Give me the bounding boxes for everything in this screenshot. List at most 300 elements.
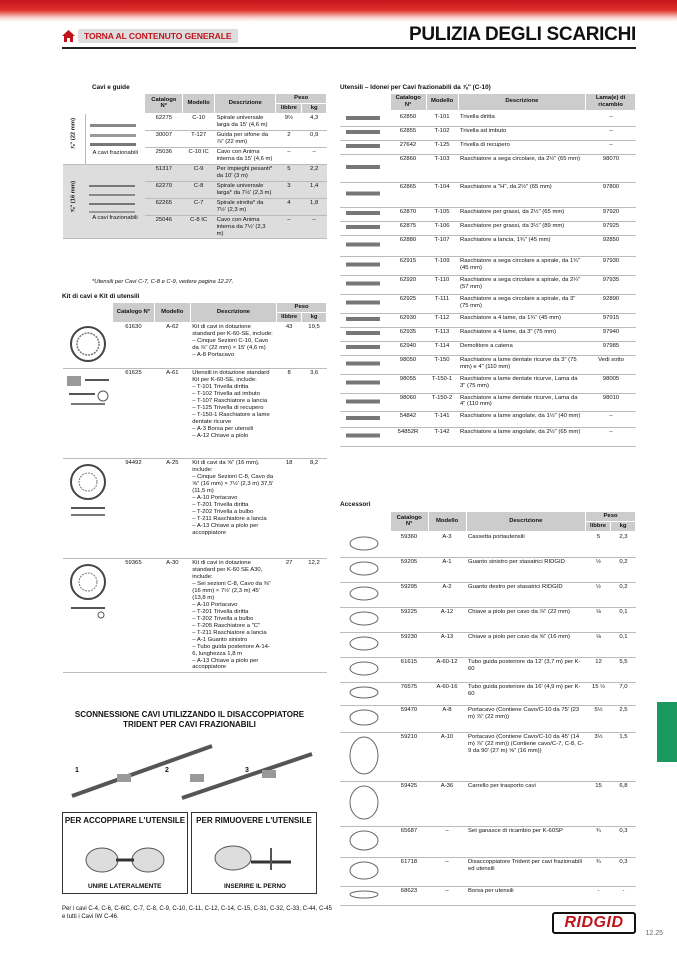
cat: 62270 [145,181,183,198]
kg: 19,5 [302,322,327,368]
box2-title: PER RIMUOVERE L'UTENSILE [196,816,312,825]
model: T-112 [426,313,458,327]
cat: 62875 [390,221,426,235]
cat: 27642 [390,140,426,154]
kg: 2,3 [611,533,636,557]
tool-image [340,275,390,294]
accessory-icon [342,783,386,822]
model: T-105 [426,207,458,221]
trident-instructions [62,812,317,894]
cat: 62930 [390,313,426,327]
ridgid-logo: RIDGID [552,912,636,934]
accessory-image [340,682,390,705]
lb: ½ [586,582,611,607]
desc: Spirale universale larga* da 7½' (2,3 m) [215,181,276,198]
table-row [340,294,636,313]
model: T-114 [426,341,458,355]
col-libbre: libbre [277,312,302,322]
cable-kit-image [65,324,111,364]
tool-icon [342,357,386,370]
lb: 15 ½ [586,682,611,705]
accessory-icon [342,888,386,901]
cat: 59225 [390,607,428,632]
accessory-image [340,705,390,732]
kg: 2,2 [302,164,327,181]
table-row [340,113,636,126]
cavi-section-title: Cavi e guide [92,84,130,91]
cat: 76575 [390,682,428,705]
kg: - [611,886,636,905]
desc: Raschiatore a lame dentate ricurve, Lama da 4" (110 mm) [458,393,586,412]
kg: 4,3 [302,113,327,130]
tool-image [340,327,390,341]
kg: 1,5 [611,732,636,781]
accessory-image [340,557,390,582]
table-row [340,235,636,256]
tool-image [340,221,390,235]
cat: 59425 [390,781,428,826]
lb: ⅛ [586,632,611,657]
desc: Raschiatore a lancia, 1¾" (45 mm) [458,235,586,256]
home-icon [62,30,75,42]
table-row [340,582,636,607]
accessory-image [340,533,390,557]
tool-image [340,182,390,207]
cat: 98060 [390,393,426,412]
accessory-icon [342,684,386,701]
lb: 9½ [276,113,302,130]
col-lama: Lama(e) di ricambio [586,94,636,111]
step-2: 2 [165,767,169,774]
lb: – [276,147,302,164]
accessory-icon [342,609,386,628]
desc: Raschiatore a sega circolare a spirale, da 2¼" (57 mm) [458,275,586,294]
tool-image [340,235,390,256]
tool-icon [342,114,386,122]
replacement-blade: 97940 [586,327,636,341]
table-row [340,126,636,140]
trident-title: SCONNESSIONE CAVI UTILIZZANDO IL DISACCOPPIATORE TRIDENT PER CAVI FRAZIONABILI [74,710,305,730]
kg: 3,6 [302,368,327,458]
tool-icon [342,296,386,309]
cat: 62855 [390,126,426,140]
col-libbre: libbre [586,521,611,531]
accessory-icon [342,734,386,777]
desc: Raschiatore a sega circolare a spirale, da 1¾" (45 mm) [458,256,586,275]
replacement-blade: 98005 [586,374,636,393]
accessory-image [340,857,390,886]
replacement-blade: 97925 [586,221,636,235]
desc: Tubo guida posteriore da 12' (3,7 m) per K-60 [466,657,586,682]
accessory-icon [342,828,386,853]
model: T-101 [426,113,458,126]
footer-note: Per i cavi C-4, C-6, C-6IC, C-7, C-8, C-9, C-10, C-11, C-12, C-14, C-15, C-31, C-32, C-33, C-44, C-45 e tutti i Cavi IW C-46. [62,906,332,920]
table-row [340,557,636,582]
section-tab [657,702,677,762]
accessory-image [340,886,390,905]
col-kg: kg [302,312,327,322]
replacement-blade: 97920 [586,207,636,221]
table-row [340,275,636,294]
cable-kit-a30-image [65,560,111,620]
desc: Guanto sinistro per stasatrici RIDGID [466,557,586,582]
desc: Raschiatore a 4 lame, da 3" (75 mm) [458,327,586,341]
model: A-13 [428,632,466,657]
kg: 12,2 [302,558,327,673]
kg: 2,5 [611,705,636,732]
col-modello: Modello [426,94,458,111]
tool-image [340,313,390,327]
cat: 51317 [145,164,183,181]
desc: Per impieghi pesanti* da 10' (3 m) [215,164,276,181]
model: T-125 [426,140,458,154]
table-row [340,533,636,557]
tool-image [340,294,390,313]
tool-icon [342,184,386,203]
model: T-104 [426,182,458,207]
col-descrizione: Descrizione [190,303,276,323]
accessory-image [340,632,390,657]
lb: 3½ [586,732,611,781]
accessory-icon [342,584,386,603]
model: A-2 [428,582,466,607]
page-title: PULIZIA DEGLI SCARICHI [408,24,636,45]
table-row [340,313,636,327]
desc: Utensili in dotazione standard Kit per K-60-SE, include: – T-101 Trivella diritta – T-102 Trivella ad imbuto – T-107 Raschiatore a lancia – T-125 Trivella di recupero – T-150-1 Raschiatore a lame dentate ricurve – A-3 Borsa per utensili – A-12 Chiave a piolo [190,368,276,458]
group1-type: A cavi frazionabili [92,150,138,157]
cable-c10-image [88,120,140,150]
table-row [340,256,636,275]
model: T-150-2 [426,393,458,412]
table-row [340,182,636,207]
cat: 61630 [113,322,155,368]
kg: 0,9 [302,130,327,147]
tool-icon [342,395,386,408]
cable-kit-5-8-image [65,460,111,520]
kit-table [62,302,327,673]
model: – [428,886,466,905]
cat: 62275 [145,113,183,130]
lb: ¾ [586,826,611,857]
accessory-image [340,826,390,857]
model: T-141 [426,412,458,428]
cat: 98050 [390,355,426,374]
lb: 5½ [586,705,611,732]
accessori-rows [340,533,636,906]
table-row [340,140,636,154]
model: T-109 [426,256,458,275]
model: A-60-12 [428,657,466,682]
kg: 0,1 [611,632,636,657]
utensili-rows [340,113,636,447]
lb: 8 [277,368,302,458]
model: T-103 [426,154,458,182]
box1-title: PER ACCOPPIARE L'UTENSILE [64,816,186,825]
cat: 59295 [390,582,428,607]
table-row [63,113,327,130]
table-row [340,428,636,447]
step-3: 3 [245,767,249,774]
top-banner [0,0,677,22]
lb: 18 [277,458,302,558]
replacement-blade: 98010 [586,393,636,412]
lb: ⅛ [586,607,611,632]
tool-image [340,113,390,126]
tool-image [340,154,390,182]
desc: Disaccoppiatore Trident per cavi frazionabili ed utensili [466,857,586,886]
cat: 62860 [390,154,426,182]
desc: Spirale universale larga da 15' (4,6 m) [215,113,276,130]
model: A-8 [428,705,466,732]
lb: 5 [586,533,611,557]
table-row [340,221,636,235]
table-row [340,732,636,781]
table-row [63,558,327,673]
tool-image [340,140,390,154]
tool-image [340,428,390,447]
cat: 59470 [390,705,428,732]
kg: 1,8 [302,198,327,215]
desc: Chiave a piolo per cavo da ⅞" (22 mm) [466,607,586,632]
desc: Kit di cavi in dotazione standard per K-60 SE A30, include: – Sei sezioni C-8, Cavo da ⅝" (16 mm) × 7½' (2,3 m) 45' (13,8 m) – A-10 Portacavo – T-201 Trivella diritta – T-202 Trivella a bulbo – T-205 Raschiatore a "C" – T-211 Raschiatore a lancia – A-1 Guanto sinistro – Tubo guida posteriore A-14-6, lunghezza 1,8 m – A-13 Chiave a piolo per accoppiatore [190,558,276,673]
desc: Tubo guida posteriore da 16' (4,9 m) per K-60 [466,682,586,705]
tool-icon [342,209,386,217]
table-row [340,632,636,657]
tool-image [340,374,390,393]
table-row [340,341,636,355]
model: A-36 [428,781,466,826]
group1-label: ⅞" (22 mm) [70,118,77,150]
table-row [340,607,636,632]
group2-type: A cavi frazionabili [92,215,138,222]
tool-icon [342,258,386,271]
desc: Raschiatore a sega circolare a spirale, da 3" (75 mm) [458,294,586,313]
tool-icon [342,128,386,136]
table-row [340,682,636,705]
desc: Raschiatore a "H", da 2½" (65 mm) [458,182,586,207]
cat: 25046 [145,215,183,239]
replacement-blade: 97935 [586,275,636,294]
table-row [340,393,636,412]
model: – [428,857,466,886]
tool-image [340,341,390,355]
model: T-127 [183,130,215,147]
table-row [340,374,636,393]
tool-icon [342,156,386,178]
accessory-image [340,582,390,607]
model: C-8 IC [183,215,215,239]
col-peso: Peso [276,94,327,104]
kg: 5,5 [611,657,636,682]
page-number: 12.25 [645,930,663,937]
cat: 62940 [390,341,426,355]
replacement-blade: Vedi sotto [586,355,636,374]
model: T-107 [426,235,458,256]
desc: Raschiatore per grassi, da 2½" (65 mm) [458,207,586,221]
desc: Set ganasce di ricambio per K-60SP [466,826,586,857]
cat: 54852R [390,428,426,447]
cat: 62935 [390,327,426,341]
model: A-25 [154,458,190,558]
box1-footer: UNIRE LATERALMENTE [88,883,162,890]
desc: Demolitore a catena [458,341,586,355]
kg: – [302,147,327,164]
tool-image [340,256,390,275]
desc: Raschiatore per grassi, da 3½" (89 mm) [458,221,586,235]
col-catalogo: Catalogo N° [145,94,183,114]
desc: Raschiatore a lame angolate, da 2½" (65 mm) [458,428,586,447]
tool-image [340,393,390,412]
kg: 0,2 [611,582,636,607]
col-kg: kg [302,103,327,113]
kg: – [302,215,327,239]
lb: 27 [277,558,302,673]
table-row [63,322,327,368]
back-to-contents-link[interactable] [62,29,238,43]
desc: Raschiatore a sega circolare, da 2½" (65 mm) [458,154,586,182]
desc: Raschiatore a 4 lame, da 1¾" (45 mm) [458,313,586,327]
desc: Trivella ad imbuto [458,126,586,140]
model: A-61 [154,368,190,458]
desc: Cassetta portautensili [466,533,586,557]
desc: Carrello per trasporto cavi [466,781,586,826]
table-row [340,781,636,826]
desc: Cavo con Anima interna da 7½' (2,3 m) [215,215,276,239]
model: C-9 [183,164,215,181]
col-catalogo: Catalogo N° [390,94,426,111]
hands-couple-image [82,840,168,878]
cavi-note: *Utensili per Cavi C-7, C-8 e C-9, vedere pagina 12.27. [92,279,234,285]
tool-icon [342,277,386,290]
lb: 15 [586,781,611,826]
cat: 62880 [390,235,426,256]
accessory-icon [342,859,386,882]
cat: 59360 [390,533,428,557]
accessory-icon [342,534,386,553]
replacement-blade: – [586,412,636,428]
kit-section-title: Kit di cavi e Kit di utensili [62,293,140,300]
replacement-blade: – [586,428,636,447]
lb: - [586,886,611,905]
table-row [340,154,636,182]
accessori-table [340,511,636,532]
lb: – [276,215,302,239]
cat: 59210 [390,732,428,781]
tool-icon [342,343,386,351]
accessory-icon [342,634,386,653]
cat: 62870 [390,207,426,221]
tool-icon [342,429,386,442]
cat: 61615 [390,657,428,682]
cat: 62865 [390,182,426,207]
desc: Chiave a piolo per cavo da ⅝" (16 mm) [466,632,586,657]
box2-footer: INSERIRE IL PERNO [224,883,287,890]
model: A-3 [428,533,466,557]
model: A-60-16 [428,682,466,705]
col-modello: Modello [428,512,466,532]
model: A-30 [154,558,190,673]
replacement-blade: – [586,113,636,126]
table-row [340,886,636,905]
cat: 65687 [390,826,428,857]
kg: 0,1 [611,607,636,632]
cat: 62920 [390,275,426,294]
replacement-blade: 92850 [586,235,636,256]
replacement-blade: 97985 [586,341,636,355]
table-row [63,368,327,458]
lb: 5 [276,164,302,181]
accessory-icon [342,707,386,728]
kg: 6,8 [611,781,636,826]
desc: Raschiatore a lame angolate, da 1½" (40 mm) [458,412,586,428]
table-row [340,857,636,886]
kg: 1,4 [302,181,327,198]
replacement-blade: 97930 [586,256,636,275]
cavi-table [62,93,327,239]
col-catalogo: Catalogo N° [390,512,428,532]
cat: 62915 [390,256,426,275]
cat: 61625 [113,368,155,458]
model: T-113 [426,327,458,341]
accessory-icon [342,559,386,578]
replacement-blade: 98070 [586,154,636,182]
tool-image [340,207,390,221]
model: T-150 [426,355,458,374]
table-row [340,207,636,221]
model: T-142 [426,428,458,447]
cat: 59365 [113,558,155,673]
lb: ¾ [586,857,611,886]
table-row [63,458,327,558]
table-row [340,657,636,682]
kg: 0,3 [611,826,636,857]
cat: 62925 [390,294,426,313]
model: C-10 IC [183,147,215,164]
model: T-110 [426,275,458,294]
model: A-12 [428,607,466,632]
col-descrizione: Descrizione [458,94,585,111]
desc: Guida per sifone da ⅞" (22 mm) [215,130,276,147]
replacement-blade: 97915 [586,313,636,327]
col-modello: Modello [183,94,215,114]
accessori-section-title: Accessori [340,501,371,508]
cat: 68623 [390,886,428,905]
title-divider [62,47,636,49]
desc: Spirale stretta* da 7½' (2,3 m) [215,198,276,215]
tool-icon [342,223,386,231]
step-1: 1 [75,767,79,774]
cat: 62850 [390,113,426,126]
table-row [63,164,327,181]
table-row [340,826,636,857]
lb: 3 [276,181,302,198]
tool-image [340,355,390,374]
desc: Portacavo (Contiene Cavo/C-10 da 45' (14 m) ⅞" (22 mm)) (Contiene cavo/C-7, C-8, C-9 da 90' (27 m) ⅝" (16 mm)) [466,732,586,781]
lb: 4 [276,198,302,215]
trident-diagram [62,736,317,808]
replacement-blade: 92890 [586,294,636,313]
accessory-image [340,781,390,826]
hands-remove-image [211,840,297,878]
model: C-8 [183,181,215,198]
kg: 0,2 [611,557,636,582]
desc: Kit di cavi in dotazione standard per K-60-SE, include: – Cinque Sezioni C-10, Cavo da ⅞" (22 mm) × 15' (4,6 m) – A-8 Portacavo [190,322,276,368]
kg: 0,3 [611,857,636,886]
model: A-10 [428,732,466,781]
col-descrizione: Descrizione [215,94,276,114]
col-libbre: libbre [276,103,302,113]
tool-image [340,412,390,428]
